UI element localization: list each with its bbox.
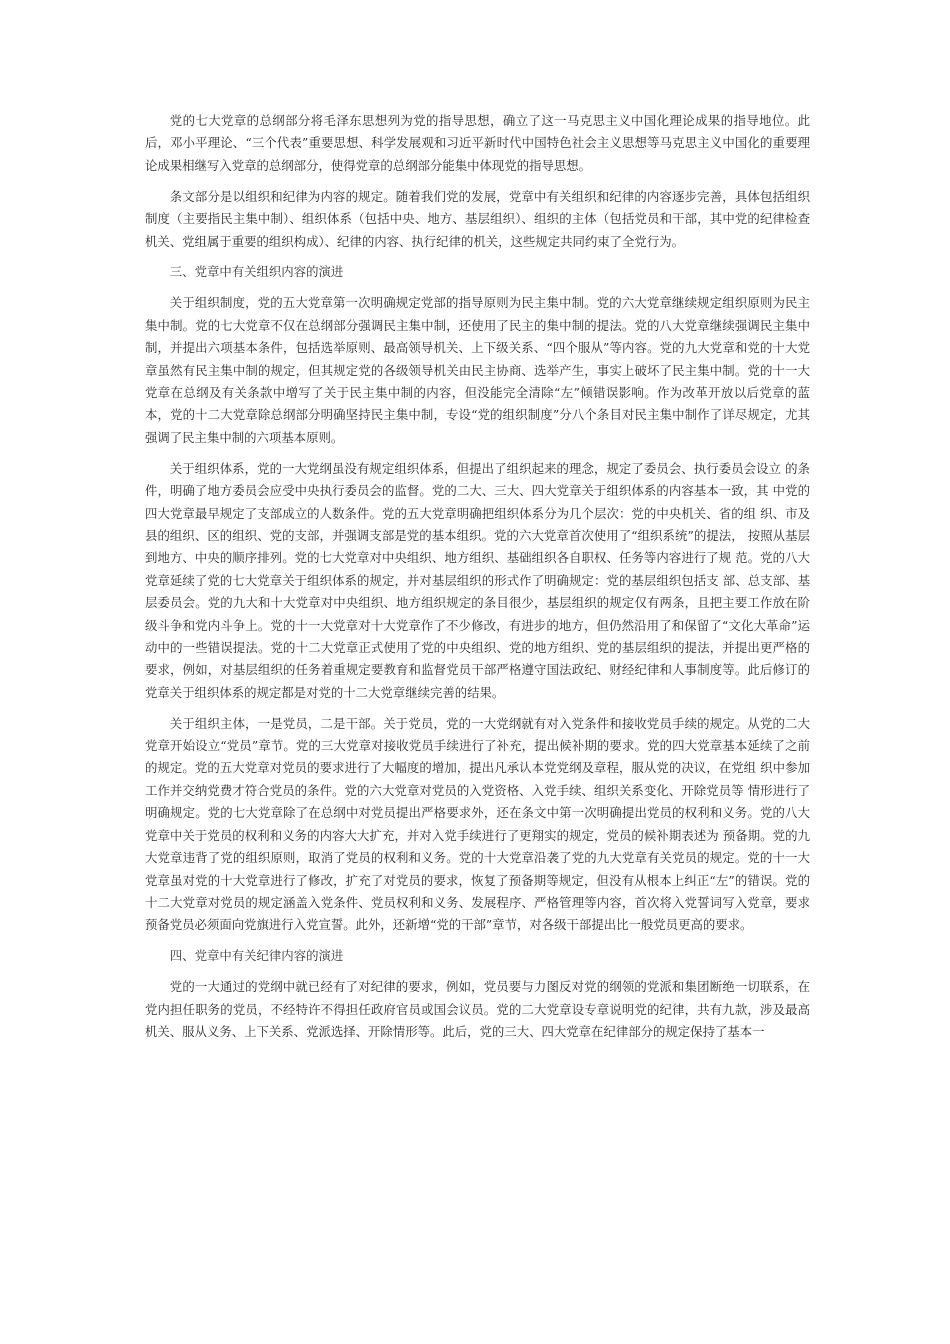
paragraph-organization-subjects: 关于组织主体，一是党员，二是干部。关于党员，党的一大党纲就有对入党条件和接收党员手续的规定。从党的二大党章开始设立“党员”章节。党的三大党章对接收党员手续进行了补充，提出候补期的要求。党的四大党章基本延续了之前的规定。党的五大党章对党员的要求进行了大幅度的增加，提出凡承认本党党纲及章程，服从党的决议，在党组 织中参加工作并交纳党费才符合党员的条件。党的六大党章对党员的入党资格、入党手续、组织关系变化、开除党员等 情形进行了明确规定。党的七大党章除了在总纲中对党员提出严格要求外，还在条文中第一次明确提出党员的权利和义务。党的八大党章中关于党员的权利和义务的内容大大扩充，并对入党手续进行了更翔实的规定，党员的候补期表述为 预备期。党的九大党章违背了党的组织原则，取消了党员的权利和义务。党的十大党章沿袭了党的九大党章有关党员的规定。党的十一大党章虽对党的十大党章进行了修改，扩充了对党员的要求，恢复了预备期等规定，但没有从根本上纠正“左”的错误。党的十二大党章对党员的规定涵盖入党条件、党员权利和义务、发展程序、严格管理等内容，首次将入党誓词写入党章，要求预备党员必须面向党旗进行入党宣誓。此外，还新增“党的干部”章节，对各级干部提出比一般党员更高的要求。 (145, 715, 810, 933)
paragraph-discipline: 党的一大通过的党纲中就已经有了对纪律的要求，例如，党员要与力图反对党的纲领的党派和集团断绝一切联系，在党内担任职务的党员，不经特许不得担任政府官员或国会议员。党的二大党章设专章说明党的纪律，共有九款，涉及最高机关、服从义务、上下关系、党派选择、开除情形等。此后，党的三大、四大党章在纪律部分的规定保持了基本一 (145, 979, 810, 1039)
paragraph-organization-structure: 关于组织体系，党的一大党纲虽没有规定组织体系，但提出了组织起来的理念，规定了委员会、执行委员会设立 的条件，明确了地方委员会应受中央执行委员会的监督。党的二大、三大、四大党章关于组织体系的内容基本一致，其 中党的四大党章最早规定了支部成立的人数条件。党的五大党章明确把组织体系分为几个层次：党的中央机关、省的组 织、市及县的组织、区的组织、党的支部，并强调支部是党的基本组织。党的六大党章首次使用了“组织系统”的提法， 按照从基层到地方、中央的顺序排列。党的七大党章对中央组织、地方组织、基础组织各自职权、任务等内容进行了规 范。党的八大党章延续了党的七大党章关于组织体系的规定，并对基层组织的形式作了明确规定：党的基层组织包括支 部、总支部、基层委员会。党的九大和十大党章对中央组织、地方组织规定的条目很少，基层组织的规定仅有两条，且把主要工作放在阶级斗争和党内斗争上。党的十一大党章对十大党章作了不少修改，有进步的地方，但仍然沿用了和保留了“文化大革命”运动中的一些错误提法。党的十二大党章正式使用了党的中央组织、党的地方组织、党的基层组织的提法，并提出更严格的要求，例如，对基层组织的任务着重规定要教育和监督党员干部严格遵守国法政纪、财经纪律和人事制度等。此后修订的党章关于组织体系的规定都是对党的十二大党章继续完善的结果。 (145, 460, 810, 700)
paragraph-articles-overview: 条文部分是以组织和纪律为内容的规定。随着我们党的发展，党章中有关组织和纪律的内容逐步完善，具体包括组织制度（主要指民主集中制）、组织体系（包括中央、地方、基层组织）、组织的主体（包括党员和干部，其中党的纪律检查机关、党组属于重要的组织构成）、纪律的内容、执行纪律的机关，这些规定共同约束了全党行为。 (145, 188, 810, 249)
section-heading-discipline: 四、党章中有关纪律内容的演进 (169, 948, 344, 964)
paragraph-guiding-thought: 党的七大党章的总纲部分将毛泽东思想列为党的指导思想，确立了这一马克思主义中国化理论成果的指导地位。此后，邓小平理论、“三个代表”重要思想、科学发展观和习近平新时代中国特色社会主义思想等马克思主义中国化的重要理论成果相继写入党章的总纲部分，使得党章的总纲部分能集中体现党的指导思想。 (145, 113, 810, 173)
paragraph-organization-system: 关于组织制度，党的五大党章第一次明确规定党部的指导原则为民主集中制。党的六大党章继续规定组织原则为民主集中制。党的七大党章不仅在总纲部分强调民主集中制，还使用了民主的集中制的提法。党的八大党章继续强调民主集中制，并提出六项基本条件，包括选举原则、最高领导机关、上下级关系、“四个服从”等内容。党的九大党章和党的十大党章虽然有民主集中制的规定，但其规定党的各级领导机关由民主协商、选举产生，事实上破坏了民主集中制。党的十一大党章在总纲及有关条款中增写了关于民主集中制的内容，但没能完全清除“左”倾错误影响。作为改革开放以后党章的蓝本，党的十二大党章除总纲部分明确坚持民主集中制，专设“党的组织制度”分八个条目对民主集中制作了详尽规定，尤其强调了民主集中制的六项基本原则。 (145, 295, 810, 445)
section-heading-organization: 三、党章中有关组织内容的演进 (169, 264, 344, 280)
document-page (145, 110, 810, 1052)
